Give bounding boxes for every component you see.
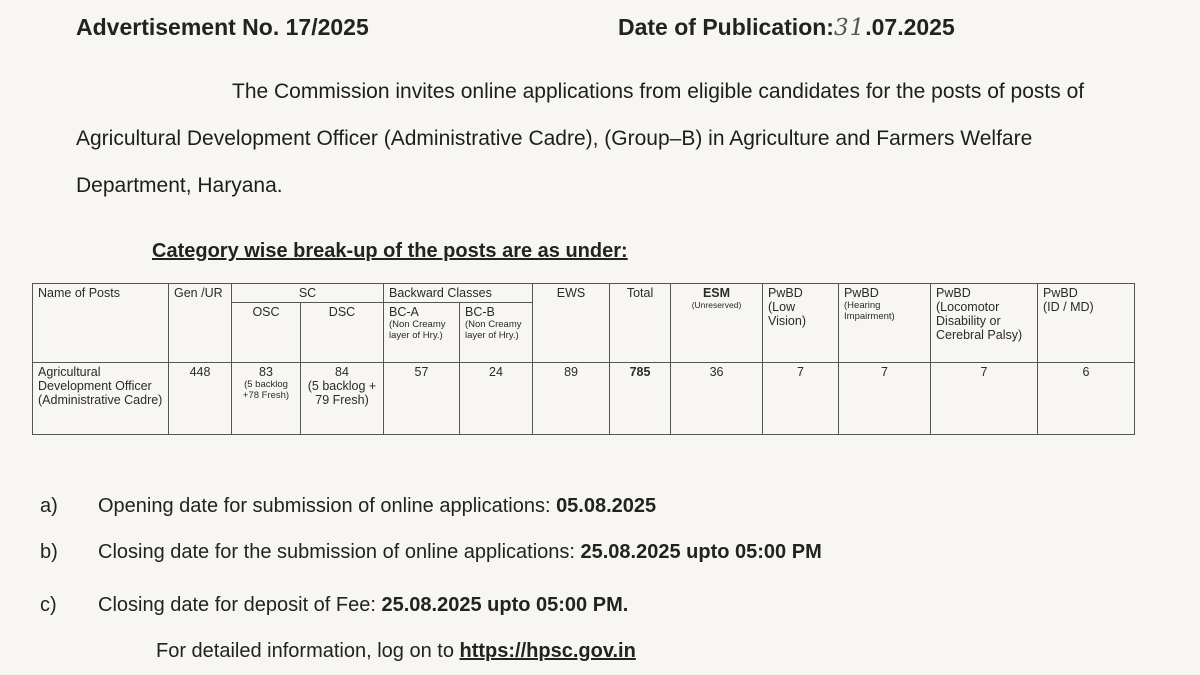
header-pwbd-hearing [839, 284, 931, 363]
header-total: Total [610, 284, 671, 363]
date-text: Closing date for deposit of Fee: [98, 594, 382, 616]
header-osc: OSC [232, 303, 301, 363]
date-text: Opening date for submission of online applications: [98, 495, 557, 517]
advertisement-number: Advertisement No. 17/2025 [76, 14, 369, 40]
cell-post-name: Agricultural Development Officer (Administrative Cadre) [33, 363, 169, 435]
header-bc-b-label: BC-B [465, 305, 495, 319]
header-low-vision-note: (Low Vision) [768, 300, 806, 328]
header-locomotor-note: (Locomotor Disability or Cerebral Palsy) [936, 300, 1023, 342]
cell-osc-note: (5 backlog +78 Fresh) [242, 379, 290, 401]
header-name-of-posts: Name of Posts [33, 284, 169, 363]
publication-date [618, 14, 955, 41]
header-esm [671, 284, 763, 363]
date-line-fee [40, 594, 628, 617]
cell-hearing: 7 [839, 363, 931, 435]
header-bc-a-label: BC-A [389, 305, 419, 319]
header-bc-b-note: (Non Creamy layer of Hry.) [465, 319, 522, 341]
header-bc-a-note: (Non Creamy layer of Hry.) [389, 319, 446, 341]
header-bc-b [460, 303, 533, 363]
cell-gen: 448 [169, 363, 232, 435]
cell-ews: 89 [533, 363, 610, 435]
header-pwbd-id-md [1038, 284, 1135, 363]
header-pwbd-locomotor [931, 284, 1038, 363]
cell-total: 785 [610, 363, 671, 435]
date-label: a) [40, 495, 58, 517]
footer-text: For detailed information, log on to [156, 640, 460, 662]
date-line-opening [40, 495, 656, 518]
header-pwbd-low-vision [763, 284, 839, 363]
cell-bc-b: 24 [460, 363, 533, 435]
header-pwbd-label: PwBD [844, 286, 879, 300]
date-line-closing [40, 541, 822, 564]
date-value: 05.08.2025 [556, 495, 657, 517]
header-esm-label: ESM [702, 286, 731, 300]
date-value: 25.08.2025 upto 05:00 PM [580, 541, 822, 563]
cell-dsc [301, 363, 384, 435]
publication-month-year: .07.2025 [865, 14, 955, 40]
header-hearing-note: (Hearing Impairment) [844, 300, 895, 322]
cell-locomotor: 7 [931, 363, 1038, 435]
table-row [33, 363, 1135, 435]
cell-id-md: 6 [1038, 363, 1135, 435]
header-backward-classes: Backward Classes [384, 284, 533, 303]
cell-dsc-value: 84 [335, 365, 349, 379]
header-pwbd-label: PwBD [936, 286, 971, 300]
intro-text: The Commission invites online applications from eligible candidates for the posts of posts of Agricultural Development Officer (Administrative Cadre), (Group–B) in Agriculture and Farmers Welfare Department, Haryana. [76, 80, 1085, 197]
header-gen-ur: Gen /UR [169, 284, 232, 363]
header-sc: SC [232, 284, 384, 303]
header-pwbd-label: PwBD [768, 286, 803, 300]
date-label: c) [40, 594, 57, 616]
cell-bc-a: 57 [384, 363, 460, 435]
cell-esm: 36 [671, 363, 763, 435]
handwritten-day: 31 [833, 15, 866, 41]
website-link[interactable]: https://hpsc.gov.in [459, 640, 636, 662]
table-header-row [33, 284, 1135, 303]
cell-low-vision: 7 [763, 363, 839, 435]
date-value: 25.08.2025 upto 05:00 PM. [381, 594, 629, 616]
cell-dsc-note: (5 backlog + 79 Fresh) [307, 379, 377, 407]
cell-osc [232, 363, 301, 435]
footer-info [156, 640, 636, 663]
header-id-md-note: (ID / MD) [1043, 300, 1094, 314]
breakup-heading: Category wise break-up of the posts are as under: [152, 240, 628, 262]
header-esm-note: (Unreserved) [691, 300, 742, 310]
header-bc-a [384, 303, 460, 363]
publication-label: Date of Publication: [618, 14, 834, 40]
intro-paragraph [76, 68, 1116, 209]
header-dsc: DSC [301, 303, 384, 363]
cell-osc-value: 83 [259, 365, 273, 379]
header-pwbd-label: PwBD [1043, 286, 1078, 300]
posts-table [32, 283, 1135, 435]
date-label: b) [40, 541, 58, 563]
header-ews: EWS [533, 284, 610, 363]
date-text: Closing date for the submission of online applications: [98, 541, 581, 563]
